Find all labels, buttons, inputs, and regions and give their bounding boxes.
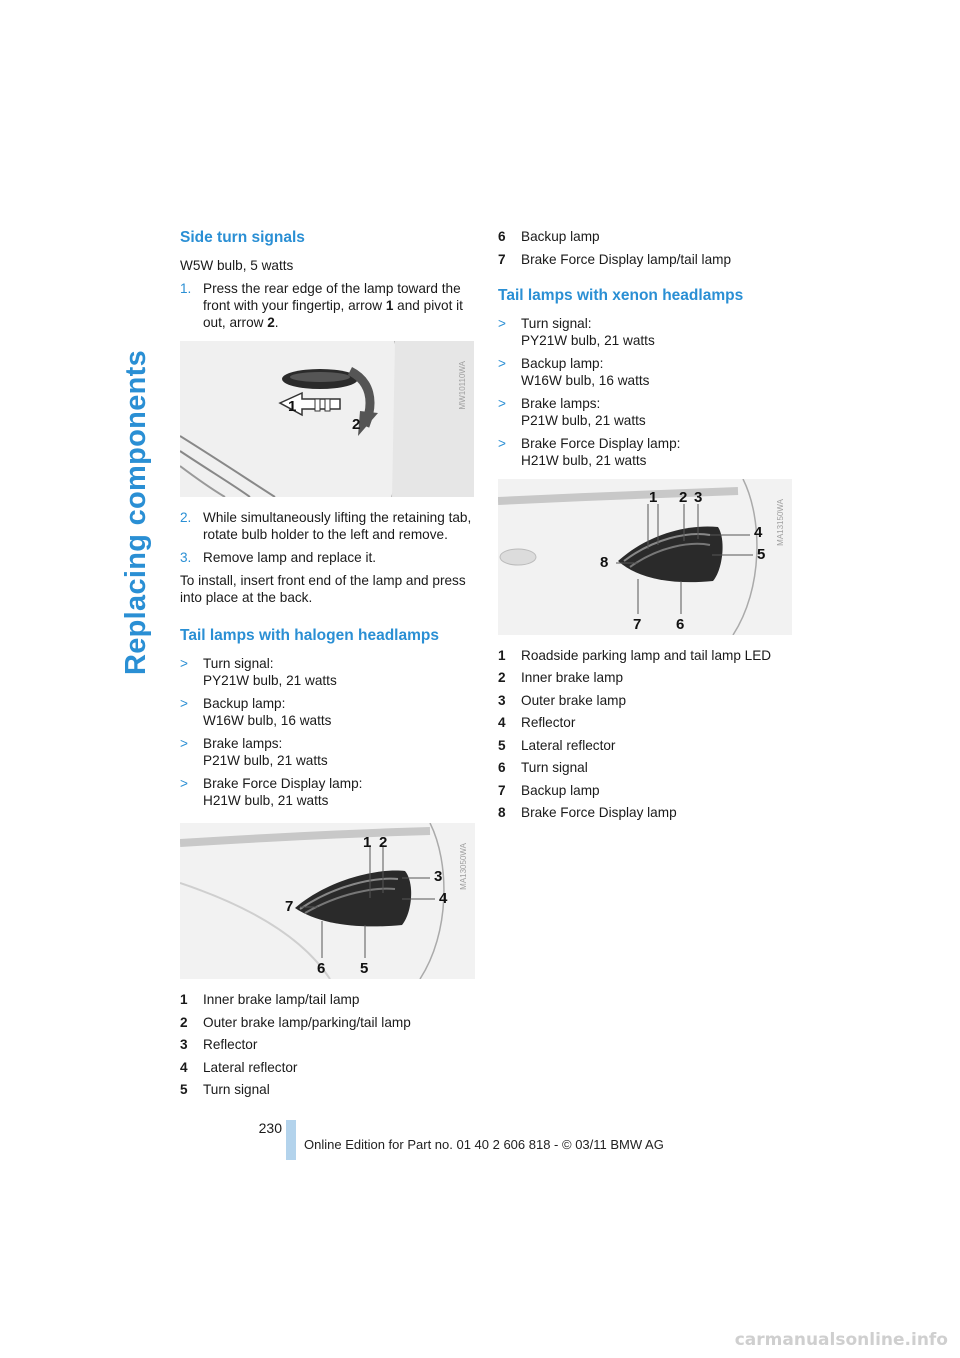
bullet-line: Backup lamp: (203, 696, 286, 711)
legend-item (180, 1081, 475, 1098)
side-turn-signal-illustration (180, 341, 474, 497)
step-text: While simultaneously lifting the retaining tab, rotate bulb holder to the left and remove. (203, 510, 472, 542)
bullet-mark: > (498, 315, 506, 331)
figure-label: 4 (439, 890, 448, 907)
legend-text: Backup lamp (521, 229, 600, 244)
arrow-ref: 1 (385, 298, 394, 313)
bullet-item (180, 735, 475, 769)
legend-number: 6 (498, 229, 506, 244)
step-3 (180, 549, 475, 566)
step-number: 3. (180, 550, 192, 565)
bullet-line: H21W bulb, 21 watts (203, 793, 329, 808)
legend-number: 7 (498, 782, 506, 798)
bullet-line: W16W bulb, 16 watts (203, 713, 332, 728)
bullet-line: PY21W bulb, 21 watts (203, 673, 337, 688)
legend-text: Turn signal (521, 760, 588, 775)
bullet-mark: > (498, 395, 506, 411)
legend-number: 5 (498, 737, 506, 753)
bullet-item (180, 775, 475, 809)
bullet-line: Backup lamp: (521, 355, 604, 371)
legend-text: Inner brake lamp/tail lamp (203, 992, 360, 1007)
step-text-part: Press the rear edge of the lamp toward the front with your fingertip, arrow (203, 281, 461, 313)
bullet-line: Brake Force Display lamp: (203, 776, 363, 791)
bullet-line: Brake Force Display lamp: (521, 435, 681, 451)
legend-number: 3 (498, 692, 506, 708)
figure-label: 1 (363, 834, 372, 851)
bullet-item (180, 655, 475, 689)
legend-number: 3 (180, 1037, 188, 1052)
legend-item (498, 714, 793, 731)
legend-item (180, 991, 475, 1008)
legend-item (498, 669, 793, 686)
bullet-line: Brake lamps: (203, 736, 283, 751)
legend-item (498, 782, 793, 799)
legend-number: 4 (498, 715, 506, 730)
legend-number: 1 (498, 647, 506, 663)
halogen-tail-lamp-illustration (180, 823, 475, 979)
legend-text: Outer brake lamp (521, 692, 627, 708)
halogen-heading: Tail lamps with halogen headlamps (180, 627, 439, 644)
legend-text: Brake Force Display lamp (521, 805, 677, 820)
legend-number: 2 (180, 1014, 188, 1030)
legend-item (498, 737, 793, 754)
side-section-title (112, 232, 162, 792)
legend-number: 8 (498, 805, 506, 820)
bullet-item (498, 435, 793, 469)
step-number: 1. (180, 281, 192, 296)
legend-item (180, 1036, 475, 1053)
step-1 (180, 280, 475, 331)
install-note: To install, insert front end of the lamp and press into place at the back. (180, 573, 466, 605)
figure-code: MA13150WA (776, 498, 785, 546)
bullet-item (498, 355, 793, 389)
figure-label: 5 (360, 960, 369, 977)
legend-number: 1 (180, 992, 188, 1007)
right-column (498, 228, 793, 827)
legend-text: Lateral reflector (203, 1059, 298, 1075)
side-turn-heading: Side turn signals (180, 229, 305, 246)
page-number: 230 (258, 1120, 282, 1136)
figure-label: 4 (754, 523, 763, 541)
legend-number: 7 (498, 251, 506, 267)
footer-accent-bar (286, 1120, 296, 1160)
legend-number: 6 (498, 760, 506, 775)
bullet-item (180, 695, 475, 729)
figure-label: 7 (285, 898, 294, 915)
bullet-line: Turn signal: (521, 315, 592, 331)
xenon-tail-lamp-figure (498, 479, 792, 635)
legend-text: Backup lamp (521, 782, 600, 798)
step-text (203, 280, 475, 331)
side-turn-signal-figure (180, 341, 474, 497)
figure-label: 3 (434, 868, 443, 885)
arrow-ref: 2 (267, 315, 275, 330)
bullet-mark: > (180, 776, 188, 791)
footer-edition-text: Online Edition for Part no. 01 40 2 606 818 - © 03/11 BMW AG (304, 1137, 664, 1152)
step-number: 2. (180, 510, 192, 525)
bullet-mark: > (498, 435, 506, 451)
step-text-part: . (274, 315, 279, 330)
figure-label: 1 (288, 398, 297, 415)
legend-text: Roadside parking lamp and tail lamp LED (521, 647, 772, 663)
figure-code: MA13050WA (459, 843, 468, 890)
legend-text: Turn signal (203, 1082, 270, 1097)
legend-item (498, 251, 793, 268)
bullet-line: Turn signal: (203, 656, 274, 671)
figure-label: 7 (633, 615, 642, 633)
figure-label: 3 (694, 488, 703, 506)
left-column (180, 228, 475, 1104)
figure-label: 2 (352, 416, 361, 433)
step-text: Remove lamp and replace it. (203, 550, 377, 565)
legend-text: Lateral reflector (521, 737, 616, 753)
bullet-line: Brake lamps: (521, 395, 601, 411)
legend-text: Inner brake lamp (521, 670, 624, 685)
figure-label: 6 (676, 615, 685, 633)
legend-text: Outer brake lamp/parking/tail lamp (203, 1014, 411, 1030)
legend-number: 2 (498, 670, 506, 685)
legend-text: Brake Force Display lamp/tail lamp (521, 251, 732, 267)
bullet-line: P21W bulb, 21 watts (521, 412, 646, 428)
legend-item (498, 759, 793, 776)
halogen-tail-lamp-figure (180, 823, 475, 979)
step-text-part: and pivot it out, arrow (203, 298, 463, 330)
bullet-mark: > (180, 736, 188, 751)
figure-code: MW10110WA (458, 361, 467, 410)
bullet-line: PY21W bulb, 21 watts (521, 332, 655, 348)
section-title-text: Replacing components (120, 349, 153, 675)
bullet-item (498, 315, 793, 349)
legend-text: Reflector (203, 1037, 258, 1052)
legend-number: 5 (180, 1082, 188, 1097)
bullet-mark: > (180, 696, 188, 711)
xenon-heading: Tail lamps with xenon headlamps (498, 286, 744, 304)
legend-item (180, 1014, 475, 1031)
figure-label: 6 (317, 960, 326, 977)
figure-label: 2 (679, 488, 688, 506)
bullet-item (498, 395, 793, 429)
figure-label: 1 (649, 488, 658, 506)
legend-item (498, 647, 793, 664)
legend-item (498, 228, 793, 245)
page-footer (252, 1120, 672, 1160)
bullet-mark: > (180, 656, 188, 671)
figure-label: 2 (379, 834, 388, 851)
legend-item (498, 692, 793, 709)
bullet-line: H21W bulb, 21 watts (521, 452, 647, 468)
xenon-tail-lamp-illustration (498, 479, 792, 635)
figure-label: 5 (757, 545, 766, 563)
legend-item (180, 1059, 475, 1076)
side-turn-bulb: W5W bulb, 5 watts (180, 258, 294, 273)
bullet-mark: > (498, 355, 506, 371)
site-watermark: carmanualsonline.info (734, 1330, 948, 1350)
figure-label: 8 (600, 553, 609, 571)
legend-text: Reflector (521, 715, 576, 730)
legend-number: 4 (180, 1059, 188, 1075)
legend-item (498, 804, 793, 821)
bullet-line: W16W bulb, 16 watts (521, 372, 650, 388)
step-2 (180, 509, 475, 543)
bullet-line: P21W bulb, 21 watts (203, 753, 328, 768)
